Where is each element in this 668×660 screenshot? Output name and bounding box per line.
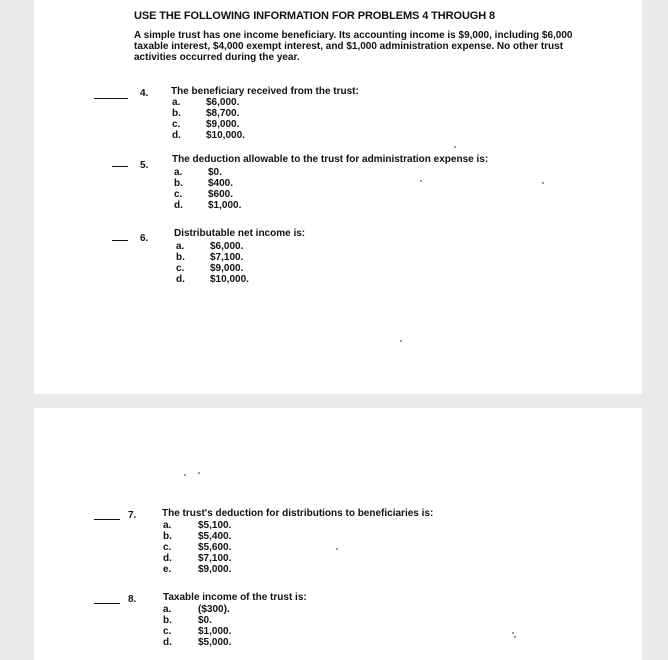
problem-number: 6. <box>140 233 149 244</box>
option-letter: c. <box>176 263 185 274</box>
option-letter: e. <box>163 564 172 575</box>
problem-6 <box>34 228 642 290</box>
option-value: $5,000. <box>198 637 232 648</box>
problem-number: 8. <box>128 594 137 605</box>
intro-paragraph: A simple trust has one income beneficiary. Its accounting income is $9,000, including $6,000 taxable interest, $4,000 exempt interest, and $1,000 administration expense. No other trust activities occurred during the year. <box>134 30 573 63</box>
option-letter: b. <box>174 178 183 189</box>
option-value: $6,000. <box>210 241 244 252</box>
option-value: $6,000. <box>206 97 240 108</box>
option-letter: c. <box>172 119 181 130</box>
option-letter: c. <box>163 542 172 553</box>
option-letter: d. <box>163 637 172 648</box>
option-letter: a. <box>172 97 181 108</box>
option-value: $5,400. <box>198 531 232 542</box>
worksheet-page-2 <box>34 408 642 660</box>
option-letter: b. <box>176 252 185 263</box>
section-heading: USE THE FOLLOWING INFORMATION FOR PROBLEMS 4 THROUGH 8 <box>134 10 496 22</box>
option-letter: d. <box>174 200 183 211</box>
option-letter: c. <box>174 189 183 200</box>
option-letter: b. <box>163 615 172 626</box>
problem-number: 4. <box>140 88 149 99</box>
answer-blank[interactable] <box>94 603 120 604</box>
option-value: $5,100. <box>198 520 232 531</box>
option-value: $8,700. <box>206 108 240 119</box>
option-value: $10,000. <box>206 130 245 141</box>
scan-speck <box>514 636 516 638</box>
option-letter: b. <box>163 531 172 542</box>
problem-question: Distributable net income is: <box>174 228 306 239</box>
option-value: $9,000. <box>210 263 244 274</box>
option-letter: d. <box>163 553 172 564</box>
option-value: $9,000. <box>206 119 240 130</box>
problem-question: The beneficiary received from the trust: <box>171 86 359 97</box>
option-letter: a. <box>163 520 172 531</box>
answer-blank[interactable] <box>94 98 128 99</box>
problem-question: The trust's deduction for distributions to beneficiaries is: <box>162 508 434 519</box>
scan-speck <box>336 548 338 550</box>
problem-question: Taxable income of the trust is: <box>163 592 307 603</box>
worksheet-page-1 <box>34 0 642 394</box>
option-letter: b. <box>172 108 181 119</box>
scan-speck <box>420 180 422 182</box>
problem-8 <box>34 592 642 654</box>
answer-blank[interactable] <box>112 240 128 241</box>
option-value: $400. <box>208 178 234 189</box>
problem-7 <box>34 508 642 582</box>
problem-question: The deduction allowable to the trust for administration expense is: <box>172 154 489 165</box>
option-value: ($300). <box>198 604 230 615</box>
option-value: $5,600. <box>198 542 232 553</box>
option-value: $600. <box>208 189 234 200</box>
option-letter: a. <box>174 167 183 178</box>
option-value: $1,000. <box>208 200 242 211</box>
option-letter: a. <box>163 604 172 615</box>
option-value: $0. <box>198 615 212 626</box>
option-value: $1,000. <box>198 626 232 637</box>
option-letter: c. <box>163 626 172 637</box>
scan-speck <box>400 340 402 342</box>
scan-speck <box>198 472 200 474</box>
answer-blank[interactable] <box>112 166 128 167</box>
problem-5 <box>34 154 642 216</box>
problem-number: 7. <box>128 510 137 521</box>
option-value: $10,000. <box>210 274 249 285</box>
option-value: $0. <box>208 167 222 178</box>
option-letter: d. <box>172 130 181 141</box>
problem-4 <box>34 86 642 148</box>
option-value: $7,100. <box>210 252 244 263</box>
answer-blank[interactable] <box>94 519 120 520</box>
option-letter: a. <box>176 241 185 252</box>
option-value: $7,100. <box>198 553 232 564</box>
scan-speck <box>184 474 186 476</box>
scan-speck <box>512 632 514 634</box>
scan-speck <box>454 146 456 148</box>
scan-speck <box>542 182 544 184</box>
option-value: $9,000. <box>198 564 232 575</box>
option-letter: d. <box>176 274 185 285</box>
problem-number: 5. <box>140 160 149 171</box>
